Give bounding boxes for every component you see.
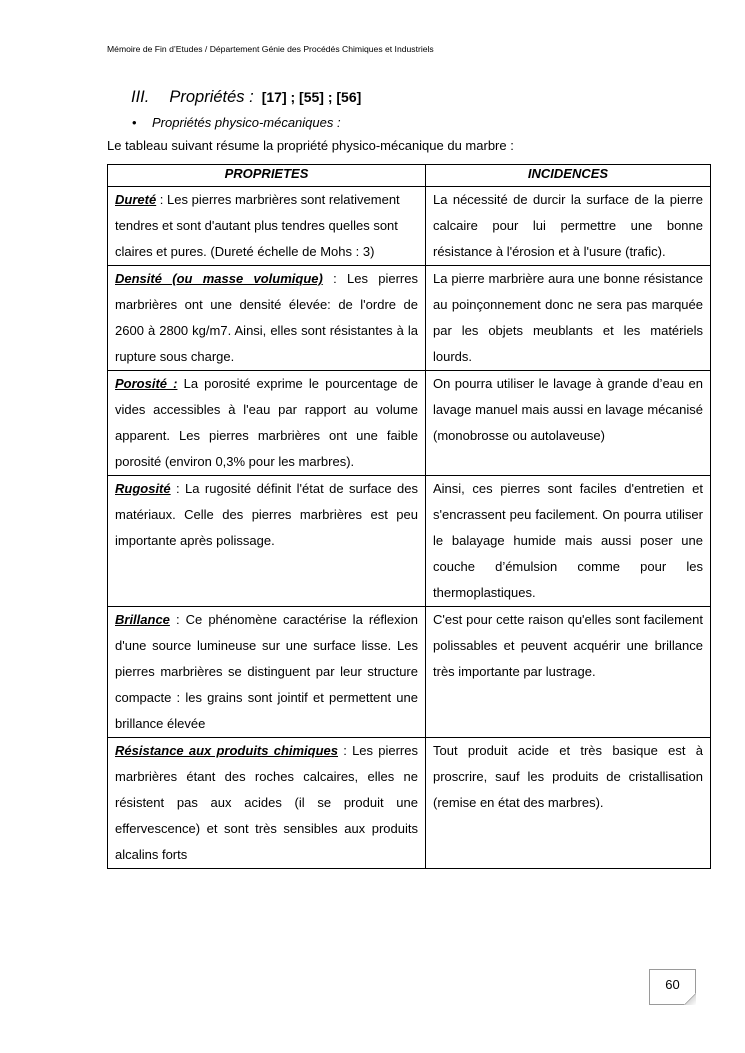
property-term: Résistance aux produits chimiques xyxy=(115,743,339,758)
subsection-title: Propriétés physico-mécaniques : xyxy=(152,115,341,130)
property-cell-porosite xyxy=(108,371,426,476)
property-term: Porosité : xyxy=(115,376,178,391)
property-description: : Ce phénomène caractérise la réflexion d'une source lumineuse sur une surface lisse. Les pierres marbrières se distinguent par leur structure compacte : les grains sont jointif et permettent une brillance élevée xyxy=(115,612,418,731)
incidence-cell: La pierre marbrière aura une bonne résistance au poinçonnement donc ne sera pas marquée par les objets meublants et les matériels lourds. xyxy=(426,266,711,371)
property-description: La porosité exprime le pourcentage de vides accessibles à l'eau par rapport au volume apparent. Les pierres marbrières ont une faible porosité (environ 0,3% pour les marbres). xyxy=(115,376,418,469)
property-cell-durete xyxy=(108,187,426,266)
property-cell-rugosite xyxy=(108,476,426,607)
table-row xyxy=(108,607,711,738)
property-term: Rugosité xyxy=(115,481,171,496)
section-references: [17] ; [55] ; [56] xyxy=(261,89,362,105)
table-row xyxy=(108,371,711,476)
property-description: : Les pierres marbrières sont relativement tendres et sont d'autant plus tendres quelles sont claires et pures. (Dureté échelle de Mohs : 3) xyxy=(115,192,400,259)
property-cell-resistance-chimique xyxy=(108,738,426,869)
incidence-cell: Ainsi, ces pierres sont faciles d'entretien et s'encrassent peu facilement. On pourra utiliser le balayage humide mais aussi poser une couche d’émulsion comme pour les thermoplastiques. xyxy=(426,476,711,607)
section-heading xyxy=(131,88,361,107)
property-description: : La rugosité définit l'état de surface des matériaux. Celle des pierres marbrières est peu importante après polissage. xyxy=(115,481,418,548)
intro-paragraph: Le tableau suivant résume la propriété physico-mécanique du marbre : xyxy=(107,138,514,153)
page-header: Mémoire de Fin d’Etudes / Département Génie des Procédés Chimiques et Industriels xyxy=(107,44,434,54)
properties-table xyxy=(107,164,711,869)
property-term: Densité (ou masse volumique) xyxy=(115,271,323,286)
table-row xyxy=(108,476,711,607)
incidence-cell: C'est pour cette raison qu'elles sont facilement polissables et peuvent acquérir une brillance très importante par lustrage. xyxy=(426,607,711,738)
page-curl-icon xyxy=(684,993,696,1005)
incidence-cell: La nécessité de durcir la surface de la pierre calcaire pour lui permettre une bonne résistance à l'érosion et à l'usure (trafic). xyxy=(426,187,711,266)
page-number: 60 xyxy=(665,977,680,992)
header-proprietes: PROPRIETES xyxy=(108,165,426,187)
header-incidences: INCIDENCES xyxy=(426,165,711,187)
incidence-cell: On pourra utiliser le lavage à grande d’eau en lavage manuel mais aussi en lavage mécanisé (monobrosse ou autolaveuse) xyxy=(426,371,711,476)
table-row xyxy=(108,187,711,266)
subsection-bullet xyxy=(132,115,341,130)
property-term: Dureté xyxy=(115,192,157,207)
bullet-icon: • xyxy=(132,115,137,130)
page-number-box xyxy=(649,969,696,1005)
property-cell-brillance xyxy=(108,607,426,738)
property-cell-densite xyxy=(108,266,426,371)
table-row xyxy=(108,266,711,371)
property-description: : Les pierres marbrières étant des roches calcaires, elles ne résistent pas aux acides (il se produit une effervescence) et sont très sensibles aux produits alcalins forts xyxy=(115,743,418,862)
table-header-row xyxy=(108,165,711,187)
section-number: III. xyxy=(131,88,150,106)
table-row xyxy=(108,738,711,869)
incidence-cell: Tout produit acide et très basique est à proscrire, sauf les produits de cristallisation (remise en état des marbres). xyxy=(426,738,711,869)
section-title: Propriétés : xyxy=(169,88,254,106)
property-description: : Les pierres marbrières ont une densité élevée: de l'ordre de 2600 à 2800 kg/m7. Ainsi, elles sont résistantes à la rupture sous charge. xyxy=(115,271,418,364)
property-term: Brillance xyxy=(115,612,170,627)
